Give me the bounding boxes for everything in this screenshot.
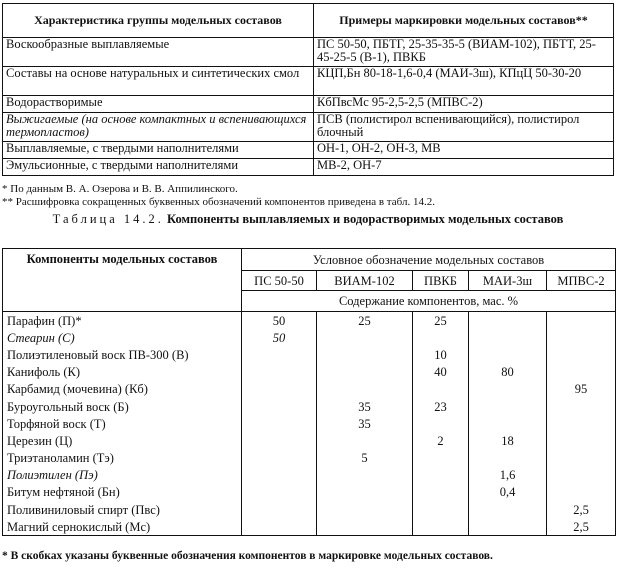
component-value [469, 450, 547, 467]
note-abbreviations: ** Расшифровка сокращенных буквенных обозначений компонентов приведена в табл. 14.2. [2, 196, 435, 208]
column-header: ВИАМ-102 [317, 271, 413, 291]
group-cell: Выжигаемые (на основе компактных и вспенивающихся термопластов) [3, 113, 314, 142]
component-value [242, 381, 317, 398]
table2-subhead: Содержание компонентов, мас. % [242, 291, 616, 312]
group-cell: Выплавляемые, с твердыми наполнителями [3, 142, 314, 159]
component-name: Битум нефтяной (Бн) [3, 484, 242, 501]
table-row [3, 67, 614, 96]
component-name: Буроугольный воск (Б) [3, 398, 242, 415]
table-row [3, 450, 616, 467]
component-value [469, 415, 547, 432]
component-name: Церезин (Ц) [3, 432, 242, 449]
component-value [317, 432, 413, 449]
component-value [547, 467, 616, 484]
examples-cell: ПСВ (полистирол вспенивающийся), полистирол блочный [314, 113, 614, 142]
component-value: 25 [413, 312, 469, 330]
table-row [3, 381, 616, 398]
table-row [3, 346, 616, 363]
component-value: 1,6 [469, 467, 547, 484]
examples-cell: КЦП,Бн 80-18-1,6-0,4 (МАИ-3ш), КПцЦ 50-30-20 [314, 67, 614, 96]
table-components [2, 248, 616, 536]
component-value [547, 415, 616, 432]
caption-label: Таблица 14.2. [52, 212, 164, 226]
component-value: 95 [547, 381, 616, 398]
component-value [413, 450, 469, 467]
component-name: Полиэтилен (Пэ) [3, 467, 242, 484]
table-row [3, 142, 614, 159]
component-value: 50 [242, 312, 317, 330]
component-value: 50 [242, 329, 317, 346]
component-value: 2 [413, 432, 469, 449]
table1-header-group: Характеристика группы модельных составов [3, 4, 314, 38]
component-value [547, 450, 616, 467]
component-value [547, 312, 616, 330]
component-value: 23 [413, 398, 469, 415]
examples-cell: ПС 50-50, ПБТГ, 25-35-35-5 (ВИАМ-102), ПБТТ, 25-45-25-5 (В-1), ПВКБ [314, 38, 614, 67]
component-value [413, 381, 469, 398]
table2-caption [2, 212, 614, 227]
column-header: ПВКБ [413, 271, 469, 291]
component-value [317, 518, 413, 536]
component-value [413, 329, 469, 346]
table2-header-components: Компоненты модельных составов [3, 249, 242, 312]
component-value [317, 329, 413, 346]
component-value [317, 381, 413, 398]
table-row [3, 38, 614, 67]
table1-header-examples: Примеры маркировки модельных составов** [314, 4, 614, 38]
caption-title: Компоненты выплавляемых и водорастворимых модельных составов [167, 212, 564, 226]
column-header: МПВС-2 [547, 271, 616, 291]
component-value [242, 398, 317, 415]
table1-header-row [3, 4, 614, 38]
component-value: 40 [413, 364, 469, 381]
group-cell: Составы на основе натуральных и синтетических смол [3, 67, 314, 96]
component-name: Парафин (П)* [3, 312, 242, 330]
table-row [3, 518, 616, 536]
column-header: МАИ-3ш [469, 271, 547, 291]
component-value [469, 329, 547, 346]
table-row [3, 467, 616, 484]
group-cell: Водорастворимые [3, 96, 314, 113]
component-value [413, 467, 469, 484]
component-value [242, 484, 317, 501]
component-value [469, 381, 547, 398]
component-value [413, 501, 469, 518]
component-value [469, 501, 547, 518]
component-value: 80 [469, 364, 547, 381]
component-value: 18 [469, 432, 547, 449]
note-source: * По данным В. А. Озерова и В. В. Аппилинского. [2, 183, 238, 195]
group-cell: Эмульсионные, с твердыми наполнителями [3, 159, 314, 176]
table-row [3, 364, 616, 381]
component-value: 25 [317, 312, 413, 330]
table2-header-group: Условное обозначение модельных составов [242, 249, 616, 271]
component-name: Карбамид (мочевина) (Кб) [3, 381, 242, 398]
component-value [242, 346, 317, 363]
component-value [317, 346, 413, 363]
component-value [469, 398, 547, 415]
component-value [547, 432, 616, 449]
component-value [317, 364, 413, 381]
component-value [242, 415, 317, 432]
component-value: 5 [317, 450, 413, 467]
component-value: 2,5 [547, 518, 616, 536]
table-row [3, 398, 616, 415]
component-value: 0,4 [469, 484, 547, 501]
component-value [242, 501, 317, 518]
component-value: 10 [413, 346, 469, 363]
component-value [413, 484, 469, 501]
component-value [547, 364, 616, 381]
table2-header-row [3, 249, 616, 271]
component-value [242, 518, 317, 536]
component-value [547, 329, 616, 346]
component-name: Полиэтиленовый воск ПВ-300 (В) [3, 346, 242, 363]
table-row [3, 432, 616, 449]
component-value [413, 415, 469, 432]
component-value [547, 346, 616, 363]
component-value [242, 467, 317, 484]
component-value [317, 501, 413, 518]
examples-cell: ОН-1, ОН-2, ОН-3, МВ [314, 142, 614, 159]
component-value: 35 [317, 398, 413, 415]
component-value [469, 518, 547, 536]
component-value [413, 518, 469, 536]
component-value [317, 484, 413, 501]
table-row [3, 484, 616, 501]
component-value [242, 450, 317, 467]
table-row [3, 329, 616, 346]
table2-footnote: * В скобках указаны буквенные обозначения компонентов в маркировке модельных составов. [2, 550, 493, 562]
table-row [3, 501, 616, 518]
component-value [469, 312, 547, 330]
component-value [242, 364, 317, 381]
table-row [3, 312, 616, 330]
component-value: 2,5 [547, 501, 616, 518]
component-name: Торфяной воск (Т) [3, 415, 242, 432]
examples-cell: МВ-2, ОН-7 [314, 159, 614, 176]
component-value [547, 484, 616, 501]
group-cell: Воскообразные выплавляемые [3, 38, 314, 67]
table-row [3, 96, 614, 113]
component-name: Поливиниловый спирт (Пвс) [3, 501, 242, 518]
component-value [547, 398, 616, 415]
table-row [3, 159, 614, 176]
examples-cell: КбПвсМс 95-2,5-2,5 (МПВС-2) [314, 96, 614, 113]
component-name: Триэтаноламин (Тэ) [3, 450, 242, 467]
column-header: ПС 50-50 [242, 271, 317, 291]
component-value [317, 467, 413, 484]
table-row [3, 113, 614, 142]
table-marking-examples [2, 3, 614, 176]
component-value [242, 432, 317, 449]
component-value: 35 [317, 415, 413, 432]
component-name: Канифоль (К) [3, 364, 242, 381]
component-value [469, 346, 547, 363]
table1-notes [2, 183, 614, 209]
component-name: Стеарин (С) [3, 329, 242, 346]
table-row [3, 415, 616, 432]
component-name: Магний сернокислый (Мс) [3, 518, 242, 536]
